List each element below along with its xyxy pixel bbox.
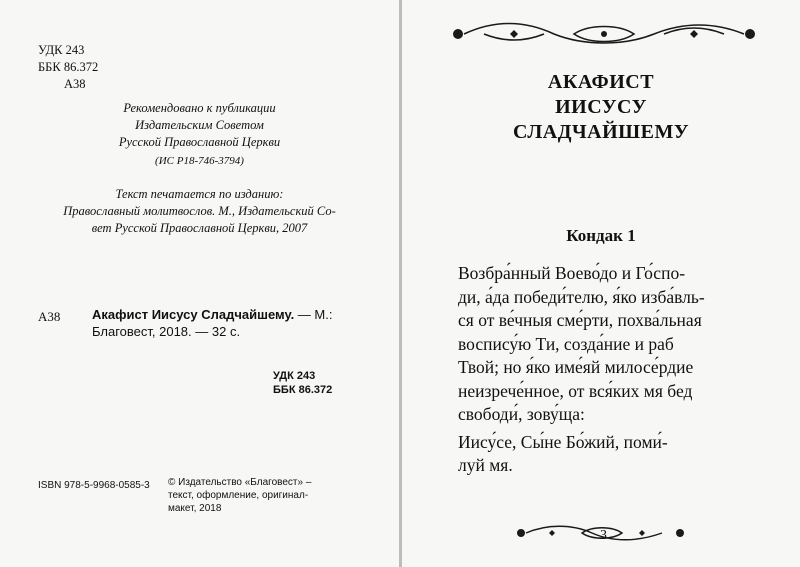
biblio-publisher: Благовест, 2018. — 32 с. [92, 324, 241, 339]
recommendation-line: Русской Православной Церкви [118, 135, 281, 149]
biblio-title: Акафист Иисусу Сладчайшему. [92, 307, 295, 322]
text-line: свободи́, зову́ща: [458, 404, 585, 424]
udk-code: УДК 243 [273, 370, 316, 382]
biblio-author-sign: А38 [38, 309, 61, 324]
biblio-place: — М.: [294, 307, 333, 322]
bbk-code: ББК 86.372 [38, 60, 99, 74]
title-line: ИИСУСУ [555, 96, 647, 118]
printed-from-line: Текст печатается по изданию: [115, 187, 284, 201]
page-number: 3 [600, 528, 607, 543]
refrain-line: луй мя. [458, 455, 513, 475]
council-code: (ИС Р18-746-3794) [155, 155, 244, 167]
copyright-line: © Издательство «Благовест» – [168, 477, 312, 488]
title-line: СЛАДЧАЙШЕМУ [512, 121, 690, 143]
printed-from-line: вет Русской Православной Церкви, 2007 [91, 221, 308, 235]
recommendation-line: Рекомендовано к публикации [123, 101, 276, 115]
title-line: АКАФИСТ [547, 71, 655, 93]
kondak-heading: Кондак 1 [566, 226, 636, 245]
copyright-block [168, 476, 368, 515]
text-line: воспису́ю Ти, созда́ние и раб [458, 333, 674, 354]
refrain-line: Иису́се, Сы́не Бо́жий, поми́- [458, 431, 668, 452]
recommendation-line: Издательским Советом [135, 118, 264, 132]
bibliographic-record [92, 306, 362, 340]
right-page [402, 0, 800, 567]
author-sign: А38 [64, 77, 86, 91]
printed-from-block [0, 186, 399, 237]
copyright-line: макет, 2018 [168, 503, 222, 514]
kondak-text [458, 262, 758, 478]
text-line: Возбра́нный Воево́до и Го́спо- [458, 263, 686, 283]
text-line: неизрече́нное, от вся́ких мя бед [458, 380, 693, 401]
akathist-title [402, 70, 800, 145]
udk-code: УДК 243 [38, 43, 85, 57]
text-line: Твой; но я́ко име́яй милосе́рдие [458, 357, 694, 377]
udk-block-top [38, 42, 98, 93]
recommendation-block [0, 100, 399, 170]
copyright-line: текст, оформление, оригинал- [168, 490, 309, 501]
udk-block-bottom [273, 369, 332, 397]
header-ornament-icon [444, 20, 764, 48]
bbk-code: ББК 86.372 [273, 384, 333, 396]
text-line: ди, а́да победи́телю, я́ко изба́вль- [458, 286, 705, 307]
isbn: ISBN 978-5-9968-0585-3 [38, 480, 150, 491]
text-line: ся от ве́чныя сме́рти, похва́льная [458, 310, 702, 330]
printed-from-line: Православный молитвослов. М., Издательский Со- [63, 204, 336, 218]
